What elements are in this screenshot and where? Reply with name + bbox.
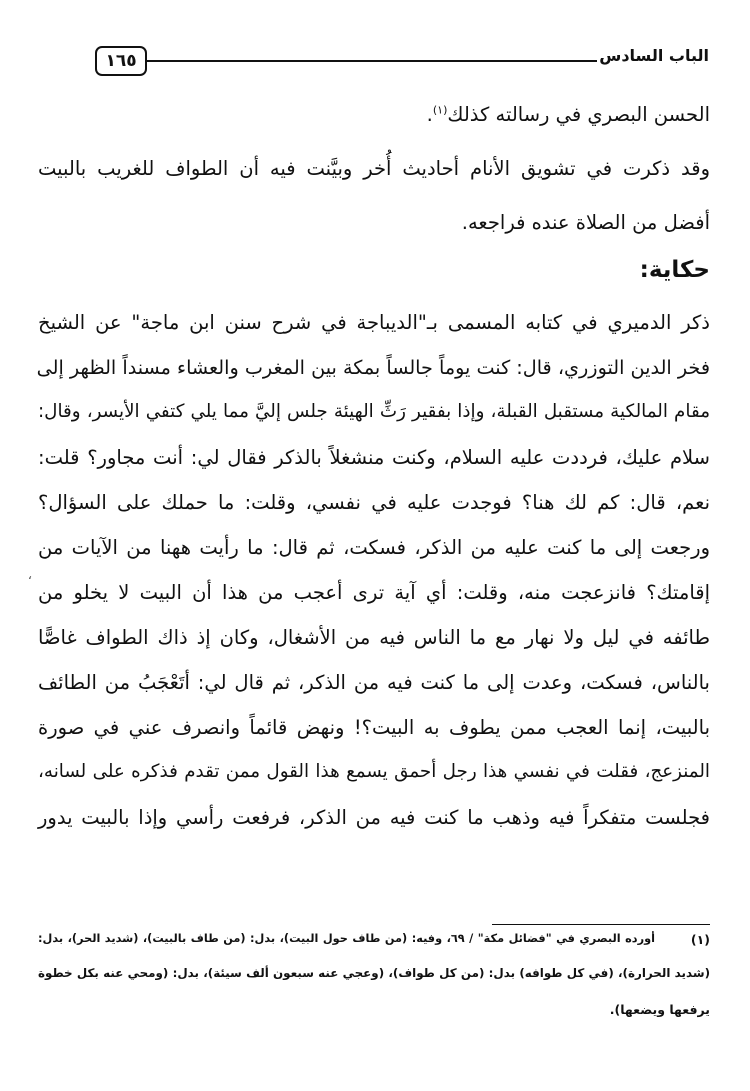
body-line: سلام عليك، فرددت عليه السلام، وكنت منشغلاً بالذكر فقال لي: أنت مجاور؟ قلت: (38, 446, 710, 469)
footnote-text: أورده البصري في "فضائل مكة" / ٦٩، وفيه: (من طاف حول البيت)، بدل: (من طاف بالبيت)، (شديد الحر)، بدل: (38, 932, 655, 945)
body-line-text: الحسن البصري في رسالته كذلك (447, 103, 710, 126)
body-line: بالبيت، إنما العجب ممن يطوف به البيت؟! ونهض قائماً وانصرف عني في صورة (38, 716, 710, 739)
body-line: فجلست متفكراً فيه وذهب ما كنت فيه من الذكر، فرفعت رأسي وإذا بالبيت يدور (38, 806, 710, 829)
page-header (95, 40, 709, 76)
body-line: نعم، قال: كم لك هنا؟ فوجدت عليه في نفسي، وقلت: ما حملك على السؤال؟ (38, 491, 710, 514)
body-line: وقد ذكرت في تشويق الأنام أحاديث أُخر وبيَّنت فيه أن الطواف للغريب بالبيت (38, 157, 710, 180)
footnote-rule (492, 924, 710, 925)
body-line: إقامتك؟ فانزعجت منه، وقلت: أي آية ترى أعجب من هذا أن البيت لا يخلو من (38, 581, 710, 604)
body-line: أفضل من الصلاة عنده فراجعه. (461, 211, 710, 234)
body-line: مقام المالكية مستقبل القبلة، وإذا بفقير رَثِّ الهيئة جلس إليَّ مما يلي كتفي الأيسر، وقال: (38, 401, 710, 422)
body-line: ورجعت إلى ما كنت عليه من الذكر، فسكت، ثم قال: ما رأيت ههنا من الآيات من (38, 536, 710, 559)
section-heading: حكاية: (639, 257, 710, 283)
margin-mark: ʻ (28, 574, 32, 588)
chapter-title: الباب السادس (599, 46, 709, 65)
body-line: المنزعج، فقلت في نفسي هذا رجل أحمق يسمع هذا القول ممن تقدم فذكره على لسانه، (38, 761, 710, 782)
body-line: الحسن البصري في رسالته كذلك$^{(١)}$. (426, 103, 710, 126)
body-line: بالناس، فسكت، وعدت إلى ما كنت فيه من الذكر، ثم قال لي: أتَعْجَبُ من الطائف (38, 671, 710, 694)
footnote-number: (١) (690, 932, 710, 947)
page-number: ١٦٥ (95, 46, 147, 76)
body-line: طائفه في ليل ولا نهار مع ما الناس فيه من الأشغال، وكان إذ ذاك الطواف غاصًّا (38, 626, 710, 649)
footnote-text: (شديد الحرارة)، (في كل طوافه) بدل: (من كل طواف)، (وعجي عنه سبعون ألف سيئة)، بدل: (ومحي عنه بكل خطوة (38, 966, 710, 980)
footnote-reference: (١) (432, 103, 448, 117)
body-line: ذكر الدميري في كتابه المسمى بـ"الديباجة في شرح سنن ابن ماجة" عن الشيخ (38, 311, 710, 334)
body-line: فخر الدين التوزري، قال: كنت يوماً جالساً بمكة بين المغرب والعشاء مسنداً الظهر إلى (36, 356, 710, 379)
header-rule (147, 60, 597, 62)
footnote-text: يرفعها ويضعها). (609, 1002, 710, 1017)
